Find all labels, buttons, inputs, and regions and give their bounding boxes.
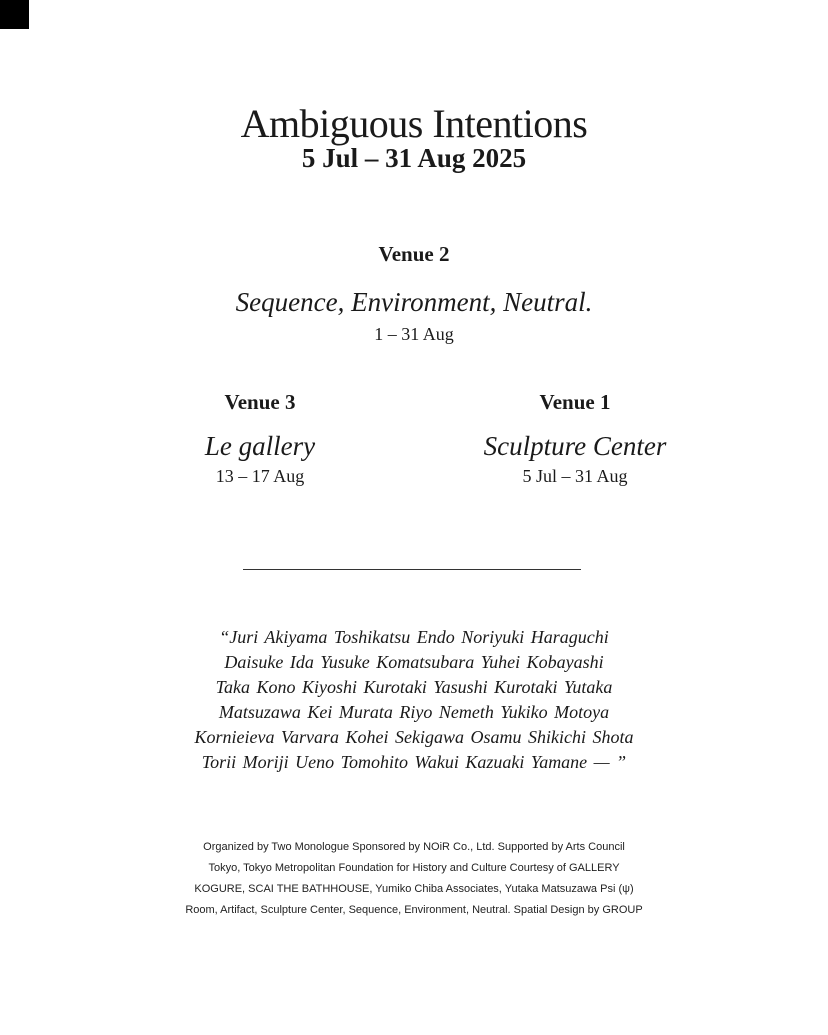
credits-line: KOGURE, SCAI THE BATHHOUSE, Yumiko Chiba Associates, Yutaka Matsuzawa Psi (ψ) [194, 883, 634, 895]
venue-3-block [150, 390, 370, 487]
venue-3-label: Venue 3 [224, 390, 296, 414]
artist-line: Matsuzawa Kei Murata Riyo Nemeth Yukiko Motoya [218, 702, 610, 722]
credits [0, 837, 828, 921]
artist-line: Daisuke Ida Yusuke Komatsubara Yuhei Kobayashi [224, 652, 604, 672]
venue-3-dates: 13 – 17 Aug [215, 466, 305, 486]
artist-line: Kornieieva Varvara Kohei Sekigawa Osamu Shikichi Shota [194, 727, 634, 747]
corner-block [0, 0, 29, 29]
venue-2-dates: 1 – 31 Aug [374, 324, 454, 344]
venue-1-name: Sculpture Center [483, 431, 667, 461]
artist-line: Torii Moriji Ueno Tomohito Wakui Kazuaki Yamane — ” [201, 752, 627, 772]
credits-line: Room, Artifact, Sculpture Center, Sequence, Environment, Neutral. Spatial Design by GROUP [185, 904, 643, 916]
venue-1-dates: 5 Jul – 31 Aug [522, 466, 628, 486]
venue-3-name: Le gallery [204, 431, 316, 461]
venue-1-label: Venue 1 [539, 390, 611, 414]
exhibition-title: Ambiguous Intentions [240, 101, 588, 146]
artist-list [0, 625, 828, 775]
artist-line: “Juri Akiyama Toshikatsu Endo Noriyuki Haraguchi [219, 627, 609, 647]
credits-line: Organized by Two Monologue Sponsored by NOiR Co., Ltd. Supported by Arts Council [203, 841, 625, 853]
artist-line: Taka Kono Kiyoshi Kurotaki Yasushi Kurotaki Yutaka [215, 677, 613, 697]
divider-line [243, 569, 581, 570]
venue-1-block [460, 390, 690, 487]
exhibition-dates: 5 Jul – 31 Aug 2025 [301, 143, 527, 173]
venue-2-name: Sequence, Environment, Neutral. [235, 287, 593, 317]
venue-2-label: Venue 2 [378, 242, 450, 266]
credits-line: Tokyo, Tokyo Metropolitan Foundation for History and Culture Courtesy of GALLERY [208, 862, 620, 874]
